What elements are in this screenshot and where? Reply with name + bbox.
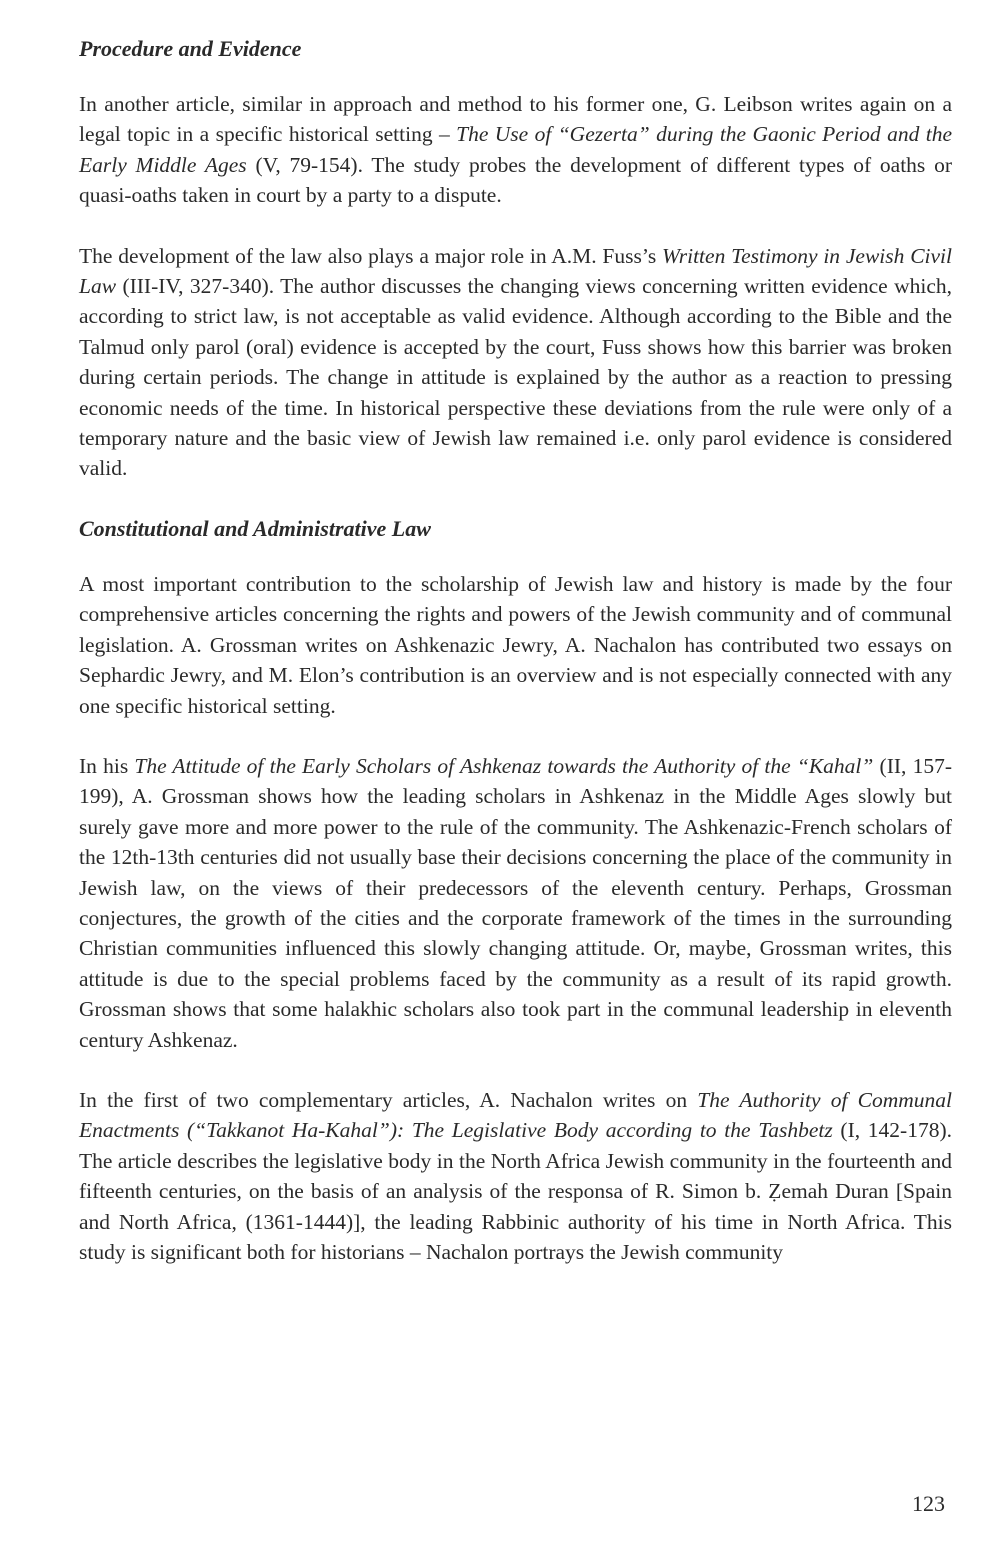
paragraph-nachalon: In the first of two complementary articles, A. Nachalon writes on The Authority of Communal Enactments (“Takkanot Ha-Kahal”): The Legislative Body according to the Tashbetz (I, 142-178). The article describes the legislative body in the North Africa Jewish community in the fourteenth and fifteenth centuries, on the basis of an analysis of the responsa of R. Simon b. Ẓemah Duran [Spain and North Africa, (1361-1444)], the leading Rabbinic authority of his time in North Africa. This study is significant both for historians – Nachalon portrays the Jewish community <box>79 1087 952 1264</box>
section-heading-constitutional: Constitutional and Administrative Law <box>79 515 431 541</box>
article-title: The Authority of Communal Enactments (“Takkanot Ha-Kahal”): The Legislative Body according to the Tashbetz <box>79 1087 952 1143</box>
paragraph-grossman: In his The Attitude of the Early Scholars of Ashkenaz towards the Authority of the “Kahal” (II, 157-199), A. Grossman shows how the leading scholars in Ashkenaz in the Middle Ages slowly but surely gave more and more power to the rule of the community. The Ashkenazic-French scholars of the 12th-13th centuries did not usually base their decisions concerning the place of the community in Jewish law, on the views of their predecessors of the eleventh century. Perhaps, Grossman conjectures, the growth of the cities and the corporate framework of the times in the surrounding Christian communities influenced this slowly changing attitude. Or, maybe, Grossman writes, this attitude is due to the special problems faced by the community as a result of its rapid growth. Grossman shows that some halakhic scholars also took part in the communal leadership in eleventh century Ashkenaz. <box>79 753 952 1052</box>
paragraph-overview: A most important contribution to the scholarship of Jewish law and history is made by the four comprehensive articles concerning the rights and powers of the Jewish community and of communal legislation. A. Grossman writes on Ashkenazic Jewry, A. Nachalon has contributed two essays on Sephardic Jewry, and M. Elon’s contribution is an overview and is not especially connected with any one specific historical setting. <box>79 571 952 718</box>
article-title: Written Testimony in Jewish Civil Law <box>79 243 952 299</box>
article-title: The Attitude of the Early Scholars of Ashkenaz towards the Authority of the “Kahal” <box>134 753 874 778</box>
page-number: 123 <box>912 1491 945 1516</box>
paragraph-leibson: In another article, similar in approach and method to his former one, G. Leibson writes again on a legal topic in a specific historical setting – The Use of “Gezerta” during the Gaonic Period and the Early Middle Ages (V, 79-154). The study probes the development of different types of oaths or quasi-oaths taken in court by a party to a dispute. <box>79 92 952 208</box>
article-title: The Use of “Gezerta” during the Gaonic Period and the Early Middle Ages <box>79 122 952 177</box>
paragraph-fuss: The development of the law also plays a major role in A.M. Fuss’s Written Testimony in Jewish Civil Law (III-IV, 327-340). The author discusses the changing views concerning written evidence which, according to strict law, is not acceptable as valid evidence. Although according to the Bible and the Talmud only parol (oral) evidence is accepted by the court, Fuss shows how this barrier was broken during certain periods. The change in attitude is explained by the author as a reaction to pressing economic needs of the time. In historical perspective these deviations from the rule were only of a temporary nature and the basic view of Jewish law remained i.e. only parol evidence is considered valid. <box>79 243 952 481</box>
page-body <box>79 34 952 1267</box>
section-heading-procedure: Procedure and Evidence <box>79 36 302 61</box>
